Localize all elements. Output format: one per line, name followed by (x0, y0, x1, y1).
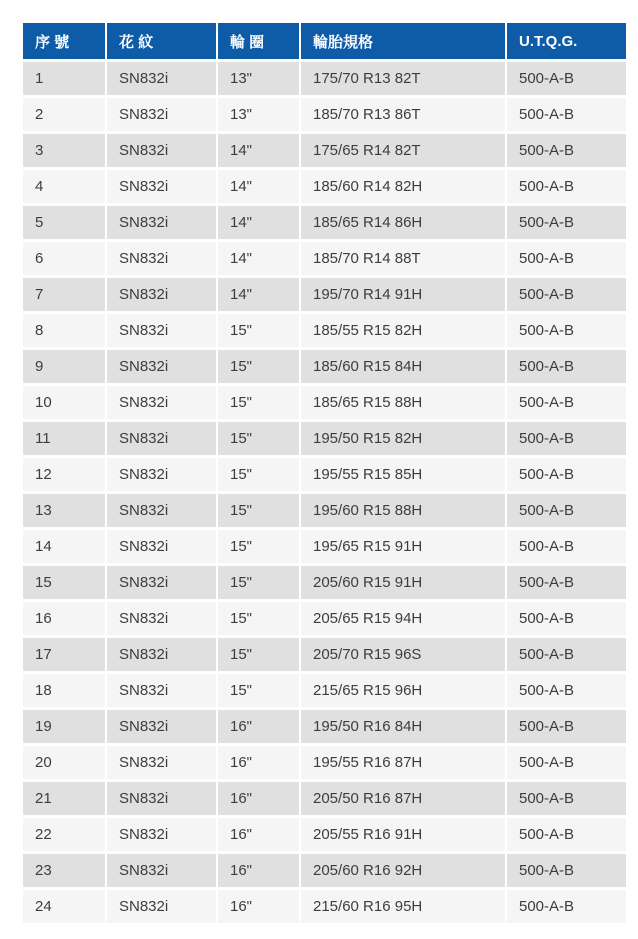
cell-rim-size: 16" (218, 854, 299, 887)
cell-tire-spec: 185/70 R13 86T (301, 98, 505, 131)
table-row (23, 170, 626, 203)
cell-tread-pattern: SN832i (107, 602, 216, 635)
cell-rim-size: 16" (218, 890, 299, 923)
table-row (23, 242, 626, 275)
table-row (23, 674, 626, 707)
cell-tire-spec: 185/60 R14 82H (301, 170, 505, 203)
cell-rim-size: 15" (218, 602, 299, 635)
cell-tire-spec: 195/50 R15 82H (301, 422, 505, 455)
cell-serial-number: 23 (23, 854, 105, 887)
cell-tread-pattern: SN832i (107, 854, 216, 887)
cell-serial-number: 9 (23, 350, 105, 383)
cell-rim-size: 14" (218, 206, 299, 239)
cell-rim-size: 15" (218, 530, 299, 563)
cell-serial-number: 22 (23, 818, 105, 851)
header-row (23, 23, 626, 59)
cell-tire-spec: 185/65 R14 86H (301, 206, 505, 239)
table-row (23, 638, 626, 671)
cell-utqg: 500-A-B (507, 314, 626, 347)
column-header-tire-spec: 輪胎規格 (301, 23, 505, 59)
cell-tire-spec: 205/70 R15 96S (301, 638, 505, 671)
cell-rim-size: 15" (218, 350, 299, 383)
table-row (23, 314, 626, 347)
cell-rim-size: 14" (218, 170, 299, 203)
cell-tire-spec: 195/55 R15 85H (301, 458, 505, 491)
cell-utqg: 500-A-B (507, 494, 626, 527)
cell-serial-number: 6 (23, 242, 105, 275)
cell-tread-pattern: SN832i (107, 386, 216, 419)
cell-serial-number: 24 (23, 890, 105, 923)
cell-serial-number: 20 (23, 746, 105, 779)
cell-serial-number: 19 (23, 710, 105, 743)
cell-tread-pattern: SN832i (107, 242, 216, 275)
cell-utqg: 500-A-B (507, 386, 626, 419)
cell-utqg: 500-A-B (507, 674, 626, 707)
column-header-rim-size: 輪 圈 (218, 23, 299, 59)
cell-serial-number: 10 (23, 386, 105, 419)
table-row (23, 386, 626, 419)
cell-rim-size: 15" (218, 638, 299, 671)
cell-serial-number: 3 (23, 134, 105, 167)
cell-utqg: 500-A-B (507, 134, 626, 167)
cell-serial-number: 17 (23, 638, 105, 671)
cell-tread-pattern: SN832i (107, 170, 216, 203)
table-row (23, 746, 626, 779)
cell-rim-size: 13" (218, 98, 299, 131)
cell-serial-number: 5 (23, 206, 105, 239)
cell-rim-size: 16" (218, 710, 299, 743)
cell-rim-size: 15" (218, 458, 299, 491)
table-row (23, 710, 626, 743)
cell-utqg: 500-A-B (507, 602, 626, 635)
cell-tread-pattern: SN832i (107, 98, 216, 131)
cell-tread-pattern: SN832i (107, 62, 216, 95)
cell-utqg: 500-A-B (507, 62, 626, 95)
cell-utqg: 500-A-B (507, 350, 626, 383)
cell-utqg: 500-A-B (507, 566, 626, 599)
cell-tread-pattern: SN832i (107, 350, 216, 383)
cell-tread-pattern: SN832i (107, 314, 216, 347)
cell-utqg: 500-A-B (507, 206, 626, 239)
cell-utqg: 500-A-B (507, 782, 626, 815)
table-row (23, 854, 626, 887)
cell-tire-spec: 185/70 R14 88T (301, 242, 505, 275)
cell-serial-number: 8 (23, 314, 105, 347)
cell-tire-spec: 185/55 R15 82H (301, 314, 505, 347)
table-row (23, 206, 626, 239)
cell-utqg: 500-A-B (507, 530, 626, 563)
cell-serial-number: 2 (23, 98, 105, 131)
cell-serial-number: 4 (23, 170, 105, 203)
cell-tire-spec: 215/60 R16 95H (301, 890, 505, 923)
cell-rim-size: 14" (218, 278, 299, 311)
cell-utqg: 500-A-B (507, 710, 626, 743)
column-header-serial-number: 序 號 (23, 23, 105, 59)
cell-rim-size: 15" (218, 566, 299, 599)
cell-tread-pattern: SN832i (107, 278, 216, 311)
cell-tire-spec: 205/65 R15 94H (301, 602, 505, 635)
cell-serial-number: 21 (23, 782, 105, 815)
cell-tread-pattern: SN832i (107, 566, 216, 599)
cell-tread-pattern: SN832i (107, 422, 216, 455)
table-row (23, 62, 626, 95)
table-row (23, 458, 626, 491)
cell-utqg: 500-A-B (507, 890, 626, 923)
table-row (23, 890, 626, 923)
table-row (23, 134, 626, 167)
cell-tire-spec: 185/60 R15 84H (301, 350, 505, 383)
cell-utqg: 500-A-B (507, 242, 626, 275)
cell-rim-size: 15" (218, 314, 299, 347)
table-row (23, 782, 626, 815)
table-row (23, 350, 626, 383)
cell-utqg: 500-A-B (507, 854, 626, 887)
table-body (23, 62, 626, 923)
cell-tread-pattern: SN832i (107, 746, 216, 779)
cell-tire-spec: 205/55 R16 91H (301, 818, 505, 851)
cell-tire-spec: 205/60 R15 91H (301, 566, 505, 599)
cell-tire-spec: 205/60 R16 92H (301, 854, 505, 887)
cell-rim-size: 15" (218, 494, 299, 527)
cell-utqg: 500-A-B (507, 422, 626, 455)
cell-rim-size: 13" (218, 62, 299, 95)
cell-serial-number: 15 (23, 566, 105, 599)
cell-serial-number: 14 (23, 530, 105, 563)
cell-tread-pattern: SN832i (107, 530, 216, 563)
cell-tire-spec: 195/60 R15 88H (301, 494, 505, 527)
cell-utqg: 500-A-B (507, 638, 626, 671)
cell-utqg: 500-A-B (507, 818, 626, 851)
cell-tire-spec: 195/65 R15 91H (301, 530, 505, 563)
table-row (23, 278, 626, 311)
cell-tread-pattern: SN832i (107, 134, 216, 167)
tire-spec-table (21, 20, 628, 926)
table-row (23, 566, 626, 599)
cell-rim-size: 15" (218, 386, 299, 419)
cell-tread-pattern: SN832i (107, 494, 216, 527)
cell-serial-number: 18 (23, 674, 105, 707)
cell-serial-number: 1 (23, 62, 105, 95)
cell-serial-number: 13 (23, 494, 105, 527)
column-header-utqg: U.T.Q.G. (507, 23, 626, 59)
cell-rim-size: 16" (218, 782, 299, 815)
column-header-tread-pattern: 花 紋 (107, 23, 216, 59)
cell-tire-spec: 185/65 R15 88H (301, 386, 505, 419)
cell-rim-size: 16" (218, 746, 299, 779)
cell-tire-spec: 205/50 R16 87H (301, 782, 505, 815)
cell-tire-spec: 215/65 R15 96H (301, 674, 505, 707)
cell-tire-spec: 175/70 R13 82T (301, 62, 505, 95)
cell-tire-spec: 195/70 R14 91H (301, 278, 505, 311)
cell-tread-pattern: SN832i (107, 710, 216, 743)
cell-tread-pattern: SN832i (107, 206, 216, 239)
table-row (23, 602, 626, 635)
cell-tread-pattern: SN832i (107, 782, 216, 815)
cell-utqg: 500-A-B (507, 746, 626, 779)
cell-utqg: 500-A-B (507, 170, 626, 203)
cell-tread-pattern: SN832i (107, 818, 216, 851)
cell-serial-number: 16 (23, 602, 105, 635)
cell-utqg: 500-A-B (507, 98, 626, 131)
cell-serial-number: 7 (23, 278, 105, 311)
cell-serial-number: 12 (23, 458, 105, 491)
table-row (23, 422, 626, 455)
cell-tread-pattern: SN832i (107, 674, 216, 707)
cell-tread-pattern: SN832i (107, 458, 216, 491)
cell-utqg: 500-A-B (507, 458, 626, 491)
cell-rim-size: 16" (218, 818, 299, 851)
cell-serial-number: 11 (23, 422, 105, 455)
cell-rim-size: 15" (218, 422, 299, 455)
cell-rim-size: 15" (218, 674, 299, 707)
cell-tread-pattern: SN832i (107, 890, 216, 923)
cell-utqg: 500-A-B (507, 278, 626, 311)
table-row (23, 494, 626, 527)
table-row (23, 818, 626, 851)
cell-rim-size: 14" (218, 242, 299, 275)
table-row (23, 530, 626, 563)
cell-tire-spec: 195/55 R16 87H (301, 746, 505, 779)
cell-rim-size: 14" (218, 134, 299, 167)
cell-tread-pattern: SN832i (107, 638, 216, 671)
cell-tire-spec: 195/50 R16 84H (301, 710, 505, 743)
cell-tire-spec: 175/65 R14 82T (301, 134, 505, 167)
table-row (23, 98, 626, 131)
